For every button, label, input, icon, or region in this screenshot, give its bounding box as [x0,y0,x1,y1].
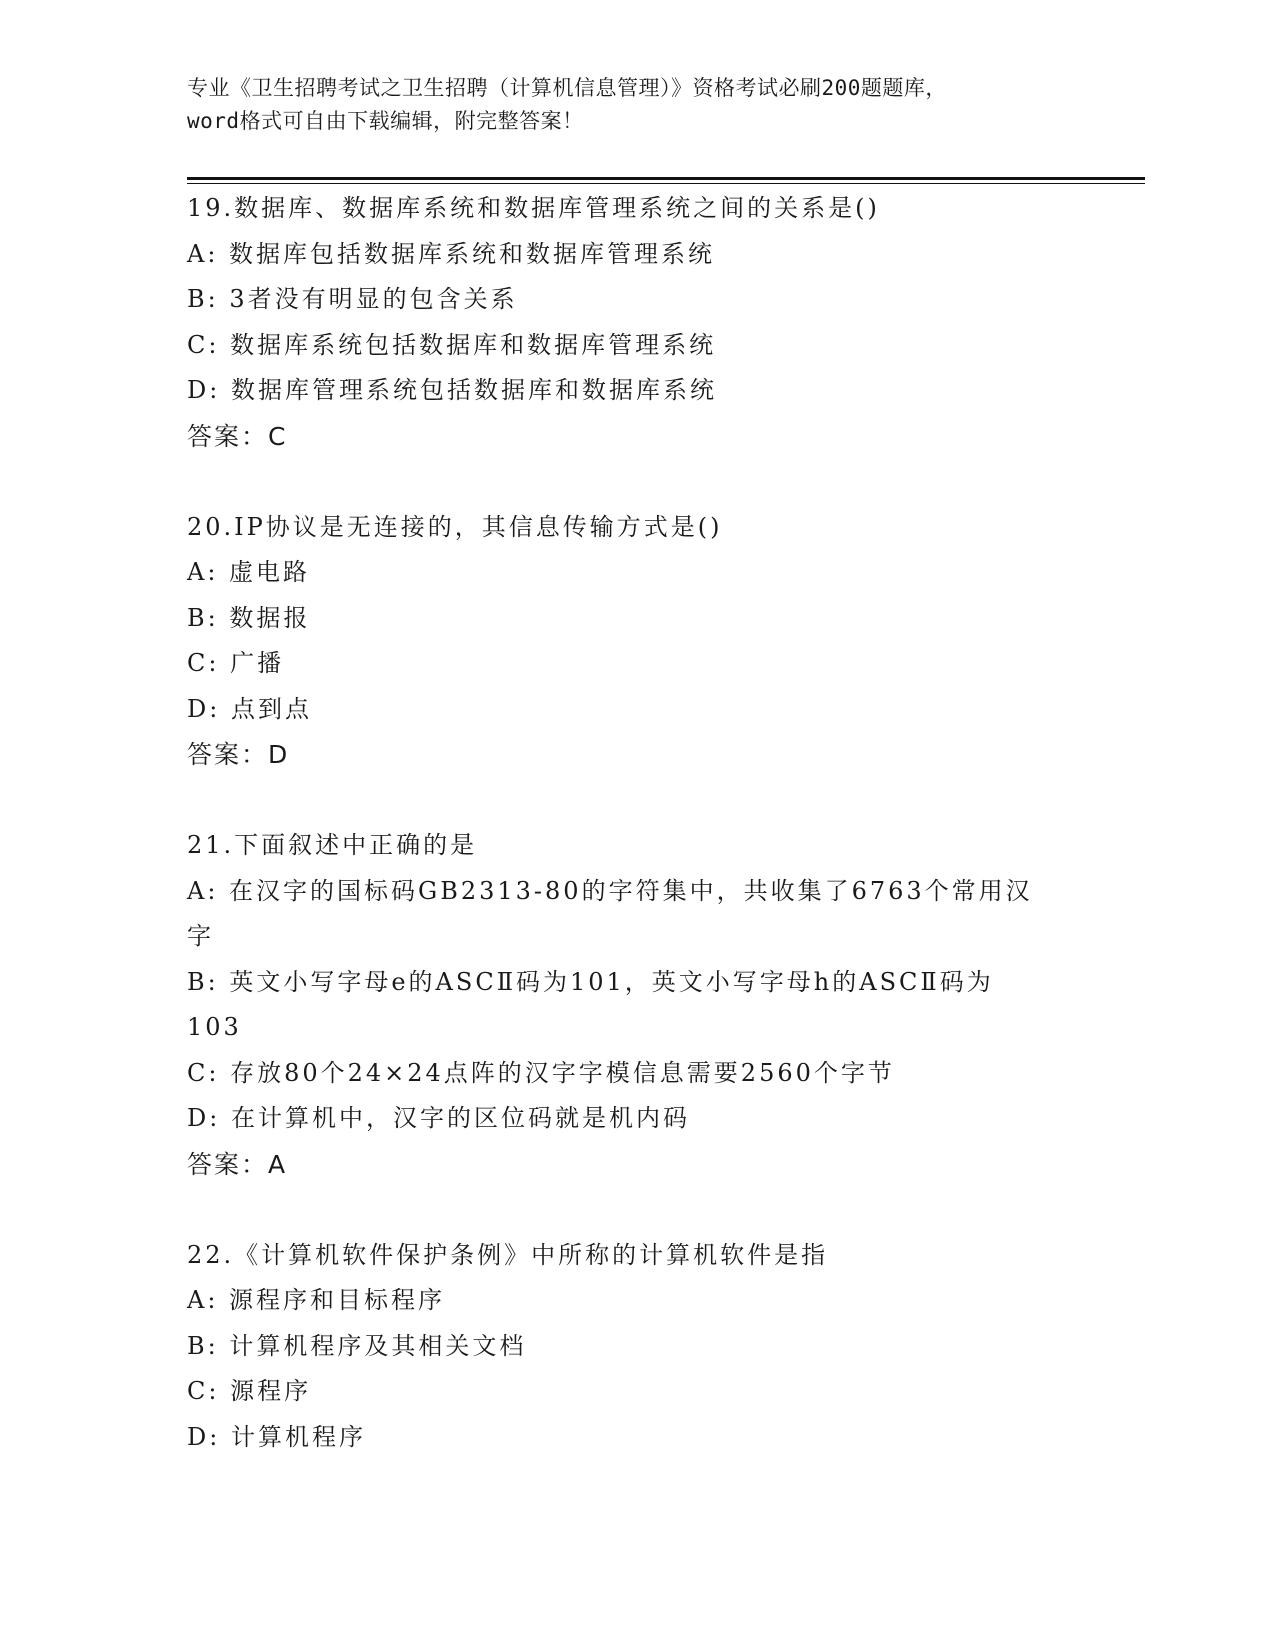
question-stem: 21.下面叙述中正确的是 [187,831,478,859]
document-header [187,72,1087,138]
option-a: A: 数据库包括数据库系统和数据库管理系统 [187,239,716,268]
option-c: C: 广播 [187,649,285,677]
option-a: A: 虚电路 [187,558,311,586]
option-a: A: 源程序和目标程序 [187,1286,446,1314]
option-b: B: 3者没有明显的包含关系 [187,285,518,313]
option-b: B: 数据报 [187,603,311,632]
header-divider-thick [187,177,1145,180]
option-d: D: 点到点 [187,694,312,723]
option-c: C: 存放80个24×24点阵的汉字字模信息需要2560个字节 [187,1058,895,1087]
option-a: A: 在汉字的国标码GB2313-80的字符集中，共收集了6763个常用汉 [187,876,1033,905]
option-c: C: 数据库系统包括数据库和数据库管理系统 [187,330,717,359]
option-b: B: 计算机程序及其相关文档 [187,1331,527,1360]
question-list [187,186,1087,1460]
header-divider-thin [187,183,1145,184]
option-a-continued: 字 [187,922,214,950]
question-21 [187,823,1087,1187]
option-b-continued: 103 [187,1013,242,1041]
answer: 答案：C [187,421,288,451]
question-stem: 20.IP协议是无连接的，其信息传输方式是() [187,512,723,541]
option-d: D: 计算机程序 [187,1422,366,1451]
option-d: D: 数据库管理系统包括数据库和数据库系统 [187,376,717,404]
header-line-2: word格式可自由下载编辑，附完整答案！ [187,109,584,133]
question-stem: 19.数据库、数据库系统和数据库管理系统之间的关系是() [187,194,880,222]
answer: 答案：A [187,1149,288,1179]
question-22 [187,1233,1087,1461]
option-d: D: 在计算机中，汉字的区位码就是机内码 [187,1104,690,1132]
option-b: B: 英文小写字母e的ASCⅡ码为101，英文小写字母h的ASCⅡ码为 [187,967,994,996]
answer: 答案：D [187,740,290,769]
question-stem: 22.《计算机软件保护条例》中所称的计算机软件是指 [187,1240,829,1269]
question-19 [187,186,1087,459]
option-c: C: 源程序 [187,1377,312,1405]
question-20 [187,505,1087,778]
header-line-1: 专业《卫生招聘考试之卫生招聘（计算机信息管理）》资格考试必刷200题题库， [187,76,947,100]
